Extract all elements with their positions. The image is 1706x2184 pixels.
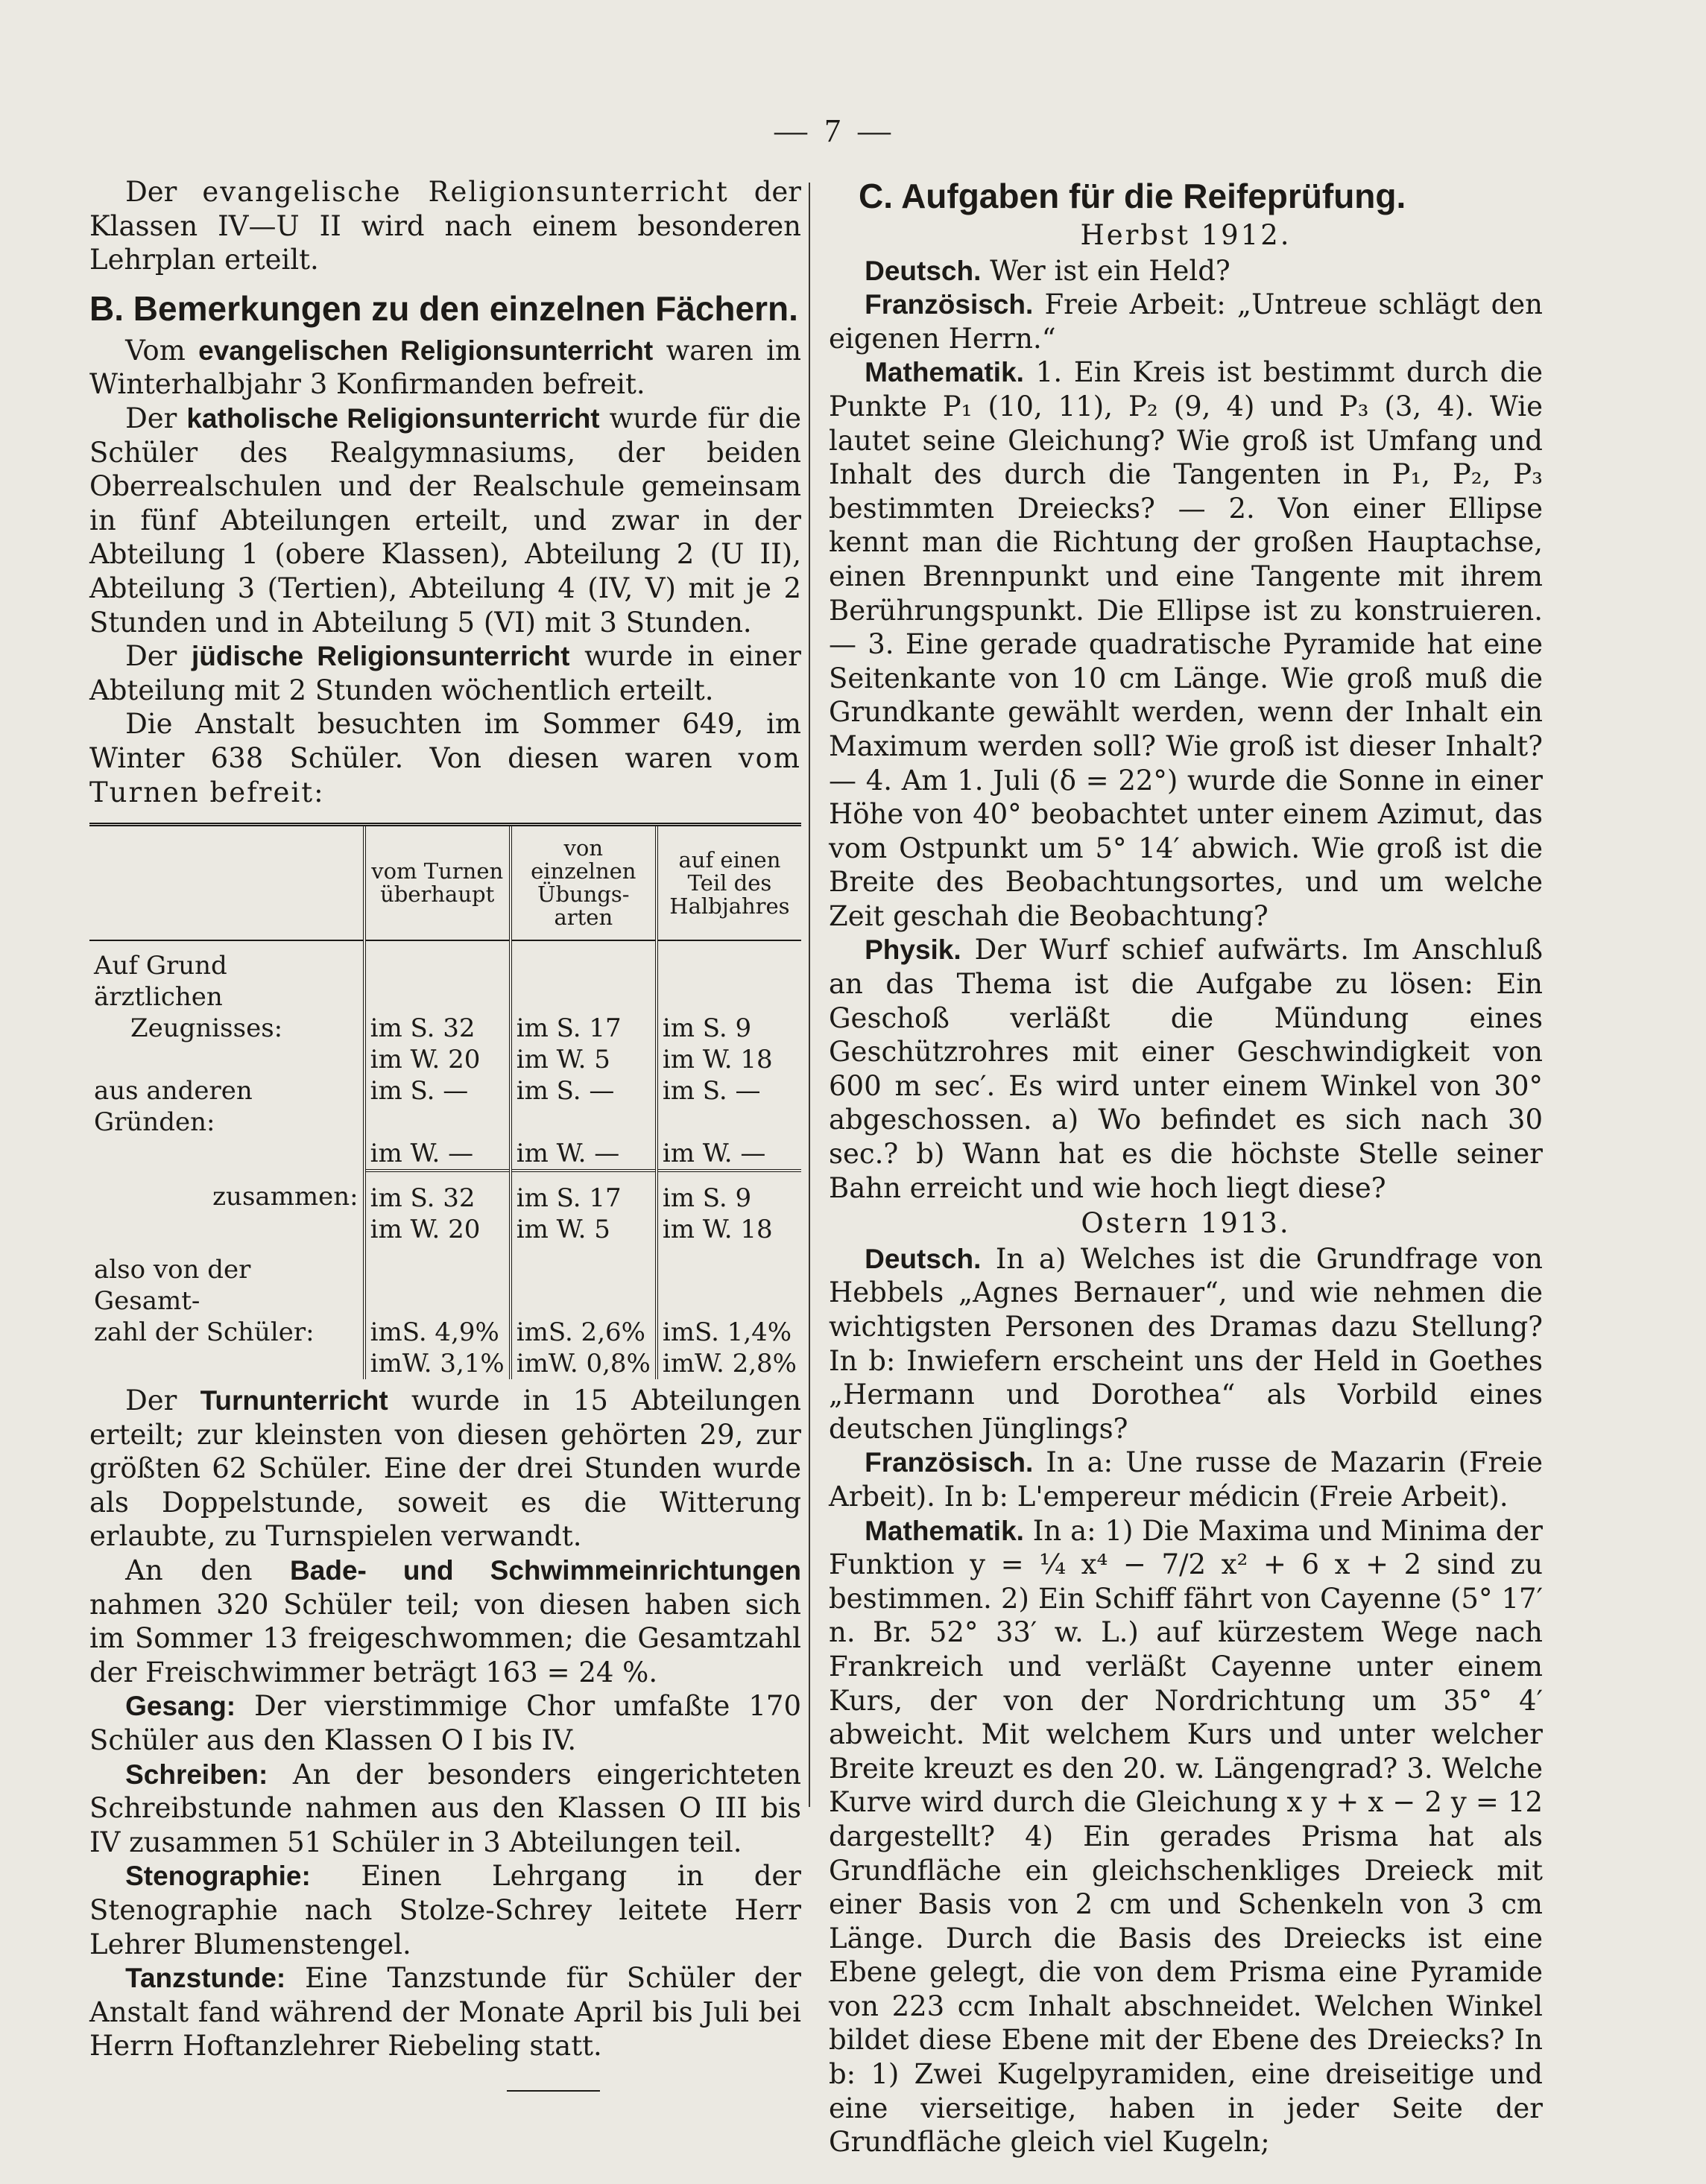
herbst-mathematik: Mathematik. 1. Ein Kreis ist bestimmt durch die Punkte P₁ (10, 11), P₂ (9, 4) und P₃ (3, 4). Wie lautet seine Gleichung? Wie groß ist Umfang und Inhalt des durch die Tangenten in P₁, P₂, P₃ bestimmten Dreiecks? — 2. Von einer Ellipse kennt man die Richtung der großen Hauptachse, einen Brennpunkt und eine Tangente mit ihrem Berührungspunkt. Die Ellipse ist zu konstruieren. — 3. Eine gerade quadratische Pyramide hat eine Seitenkante von 10 cm Länge. Wie groß muß die Grundkante gewählt werden, wenn der Inhalt ein Maximum werden soll? Wie groß ist dieser Inhalt? — 4. Am 1. Juli (δ = 22°) wurde die Sonne in einer Höhe von 40° beobachtet unter einem Azimut, das vom Ostpunkt um 5° 14′ abwich. Wie groß ist die Breite des Beobachtungsortes, und um welche Zeit geschah die Beobachtung? — [829, 356, 1543, 932]
right-column — [829, 175, 1543, 2159]
herbst-franzoesisch: Französisch. Freie Arbeit: „Untreue schlägt den eigenen Herrn.“ — [829, 288, 1543, 355]
table-row: also von der Gesamt- — [89, 1254, 801, 1317]
herbst-physik: Physik. Der Wurf schief aufwärts. Im Anschluß an das Thema ist die Aufgabe zu lösen: Ein Geschoß verläßt die Mündung eines Geschützrohres mit einer Geschwindigkeit von 600 m sec′. Es wird unter einem Winkel von 30° abgeschossen. a) Wo befindet es sich nach 30 sec.? b) Wann hat es die höchste Stelle seiner Bahn erreicht und wie hoch liegt diese? — [829, 934, 1543, 1204]
table-row: imW. 3,1% imW. 0,8% imW. 2,8% — [89, 1348, 801, 1379]
table-corner — [89, 826, 364, 940]
steno-paragraph: Stenographie: Einen Lehrgang in der Stenographie nach Stolze-Schrey leitete Herr Lehrer Blumenstengel. — [89, 1860, 801, 1960]
intro-paragraph: Der evangelische Religionsunterricht der Klassen IV—U II wird nach einem besonderen Lehrplan erteilt. — [89, 176, 801, 276]
table-row: im W. — im W. — im W. — — [89, 1138, 801, 1171]
section-heading-c: C. Aufgaben für die Reifeprüfung. — [859, 177, 1406, 215]
col-header: auf einen Teil des Halbjahres — [657, 826, 801, 940]
kath-religion-paragraph: Der katholische Religionsunterricht wurde für die Schüler des Realgymnasiums, der beiden Oberrealschulen und der Realschule gemeinsam in fünf Abteilungen erteilt, und zwar in der Abteilung 1 (obere Klassen), Abteilung 2 (U II), Abteilung 3 (Tertien), Abteilung 4 (IV, V) mit je 2 Stunden und in Abteilung 5 (VI) mit 3 Stunden. — [89, 402, 801, 639]
herbst-deutsch: Deutsch. Wer ist ein Held? — [865, 254, 1230, 287]
table-row: Zeugnisses: im S. 32 im S. 17 im S. 9 — [89, 1013, 801, 1044]
ostern-mathematik: Mathematik. In a: 1) Die Maxima und Minima der Funktion y = ¼ x⁴ − 7/2 x² + 6 x + 2 sind zu bestimmen. 2) Ein Schiff fährt von Cayenne (5° 17′ n. Br. 52° 33′ w. L.) auf kürzestem Wege nach Frankreich und verläßt Cayenne unter einem Kurs, der von der Nordrichtung um 35° 4′ abweicht. Mit welchem Kurs und unter welcher Breite kreuzt es den 20. w. Längengrad? 3. Welche Kurve wird durch die Gleichung x y + x − 2 y = 12 dargestellt? 4) Ein gerades Prisma hat als Grundfläche ein gleichschenkliges Dreieck mit einer Basis von 2 cm und Schenkeln von 3 cm Länge. Durch die Basis des Dreiecks ist eine Ebene gelegt, die von dem Prisma eine Pyramide von 223 ccm Inhalt abschneidet. Welchen Winkel bildet diese Ebene mit der Ebene des Dreiecks? In b: 1) Zwei Kugelpyramiden, eine dreiseitige und eine vierseitige, haben in jeder Seite der Grundfläche gleich viel Kugeln; — [829, 1514, 1543, 2159]
anstalt-paragraph: Die Anstalt besuchten im Sommer 649, im Winter 638 Schüler. Von diesen waren vom Turnen befreit: — [89, 708, 801, 808]
page-number: — 7 — — [774, 113, 895, 149]
gesang-paragraph: Gesang: Der vierstimmige Chor umfaßte 170 Schüler aus den Klassen O I bis IV. — [89, 1690, 801, 1757]
ostern-deutsch: Deutsch. In a) Welches ist die Grundfrage von Hebbels „Agnes Bernauer“, und wie nehmen die wichtigsten Personen des Dramas dazu Stellung? In b: Inwiefern erscheint uns der Held in Goethes „Hermann und Dorothea“ als Vorbild eines deutschen Jünglings? — [829, 1242, 1543, 1445]
ev-religion-paragraph: Vom evangelischen Religionsunterricht waren im Winterhalbjahr 3 Konfirmanden befreit. — [89, 334, 801, 401]
exemption-table — [89, 823, 801, 1379]
jued-religion-paragraph: Der jüdische Religionsunterricht wurde in einer Abteilung mit 2 Stunden wöchentlich erteilt. — [89, 640, 801, 706]
left-column — [89, 175, 801, 2092]
col-header: von einzelnen Übungs-arten — [511, 826, 657, 940]
turn-paragraph: Der Turnunterricht wurde in 15 Abteilungen erteilt; zur kleinsten von diesen gehörten 29, zur größten 62 Schüler. Eine der drei Stunden wurde als Doppelstunde, soweit es die Witterung erlaubte, zu Turnspielen verwandt. — [89, 1384, 801, 1553]
end-rule — [507, 2090, 600, 2092]
table-row: im W. 20 im W. 5 im W. 18 — [89, 1044, 801, 1075]
bade-paragraph: An den Bade- und Schwimmeinrichtungen nahmen 320 Schüler teil; von diesen haben sich im Sommer 13 freigeschwommen; die Gesamtzahl der Freischwimmer beträgt 163 = 24 %. — [89, 1554, 802, 1688]
herbst-heading: Herbst 1912. — [1080, 219, 1292, 251]
section-heading-b: B. Bemerkungen zu den einzelnen Fächern. — [89, 288, 798, 328]
table-row: zahl der Schüler: imS. 4,9% imS. 2,6% imS. 1,4% — [89, 1317, 801, 1348]
tanz-paragraph: Tanzstunde: Eine Tanzstunde für Schüler der Anstalt fand während der Monate April bis Juli bei Herrn Hoftanzlehrer Riebeling statt. — [89, 1962, 801, 2063]
ostern-heading: Ostern 1913. — [1081, 1207, 1291, 1240]
table-row: im W. 20 im W. 5 im W. 18 — [89, 1214, 801, 1245]
col-header: vom Turnen überhaupt — [364, 826, 511, 940]
ostern-franzoesisch: Französisch. In a: Une russe de Mazarin (Freie Arbeit). In b: L'empereur médicin (Freie Arbeit). — [829, 1446, 1543, 1513]
table-row: aus anderen Gründen: im S. — im S. — im S. — — [89, 1075, 801, 1138]
column-divider — [809, 183, 810, 1807]
schreiben-paragraph: Schreiben: An der besonders eingerichteten Schreibstunde nahmen aus den Klassen O III bis IV zusammen 51 Schüler in 3 Abteilungen teil. — [89, 1758, 801, 1858]
table-row-sum: zusammen: im S. 32 im S. 17 im S. 9 — [89, 1171, 801, 1214]
table-row: Auf Grund ärztlichen — [89, 950, 801, 1013]
